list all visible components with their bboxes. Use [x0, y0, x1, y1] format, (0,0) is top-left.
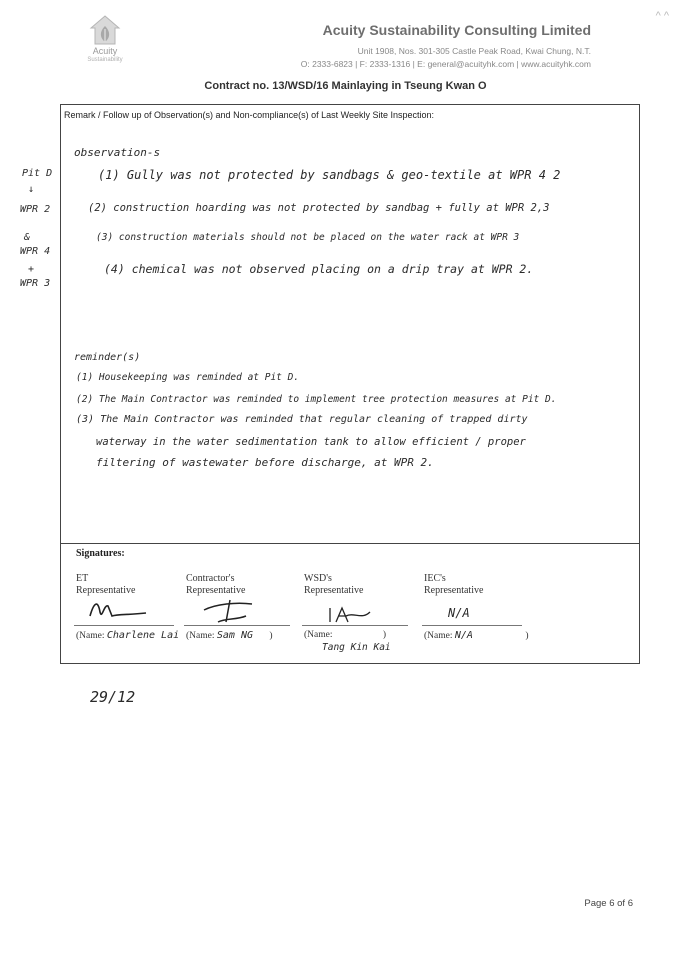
reminder-item: waterway in the water sedimentation tank to allow efficient / proper — [96, 436, 526, 448]
logo-icon — [88, 14, 122, 46]
observation-item: (2) construction hoarding was not protected by sandbag + fully at WPR 2,3 — [88, 202, 550, 214]
contractor-signature — [196, 596, 266, 626]
iec-name: (Name: N/A ) — [424, 630, 529, 641]
wsd-signature — [326, 604, 386, 626]
reminder-item: filtering of wastewater before discharge, at WPR 2. — [96, 456, 434, 469]
observations-heading: observation-s — [74, 146, 161, 159]
handwritten-date: 29/12 — [90, 688, 136, 706]
margin-note: + — [28, 264, 35, 275]
margin-note: WPR 2 — [20, 204, 51, 215]
contractor-role: Contractor's Representative — [186, 573, 246, 596]
observation-item: (4) chemical was not observed placing on a drip tray at WPR 2. — [104, 262, 534, 276]
contractor-name: (Name: Sam NG ) — [186, 630, 273, 641]
iec-signature-line — [422, 625, 522, 626]
reminder-item: (3) The Main Contractor was reminded that regular cleaning of trapped dirty — [76, 414, 528, 425]
margin-note: & — [24, 232, 31, 243]
corner-mark: ^ ^ — [655, 10, 669, 22]
company-contact: O: 2333-6823 | F: 2333-1316 | E: general@acuityhk.com | www.acuityhk.com — [300, 59, 591, 69]
signature-divider — [60, 543, 640, 544]
et-signature — [84, 598, 154, 622]
margin-note: ↓ — [28, 184, 35, 195]
wsd-name-value: Tang Kin Kai — [322, 642, 391, 653]
et-signature-line — [74, 625, 174, 626]
logo-subtitle: Sustainability — [87, 57, 123, 63]
contractor-signature-line — [184, 625, 290, 626]
iec-signature: N/A — [448, 606, 470, 620]
signatures-title: Signatures: — [76, 548, 125, 559]
et-name: (Name: Charlene Lai — [76, 630, 180, 641]
wsd-name: (Name: ) — [304, 630, 387, 640]
observation-item: (1) Gully was not protected by sandbags & geo-textile at WPR 4 2 — [98, 168, 561, 182]
et-role: ET Representative — [76, 573, 136, 596]
company-address: Unit 1908, Nos. 301-305 Castle Peak Road, Kwai Chung, N.T. — [357, 46, 591, 56]
margin-note: WPR 4 — [20, 246, 51, 257]
wsd-signature-line — [302, 625, 408, 626]
company-name: Acuity Sustainability Consulting Limited — [322, 22, 591, 38]
wsd-role: WSD's Representative — [304, 573, 364, 596]
reminder-item: (2) The Main Contractor was reminded to implement tree protection measures at Pit D. — [76, 394, 557, 405]
margin-note: Pit D — [22, 168, 53, 179]
reminder-item: (1) Housekeeping was reminded at Pit D. — [76, 372, 300, 383]
page-number: Page 6 of 6 — [584, 898, 633, 909]
contract-title: Contract no. 13/WSD/16 Mainlaying in Tseung Kwan O — [204, 80, 487, 92]
margin-note: WPR 3 — [20, 278, 51, 289]
reminders-heading: reminder(s) — [74, 352, 141, 363]
iec-role: IEC's Representative — [424, 573, 484, 596]
company-logo — [70, 14, 140, 74]
observation-item: (3) construction materials should not be placed on the water rack at WPR 3 — [96, 232, 520, 243]
remark-label: Remark / Follow up of Observation(s) and Non-compliance(s) of Last Weekly Site Inspection: — [64, 110, 434, 120]
logo-name: Acuity — [92, 46, 118, 56]
